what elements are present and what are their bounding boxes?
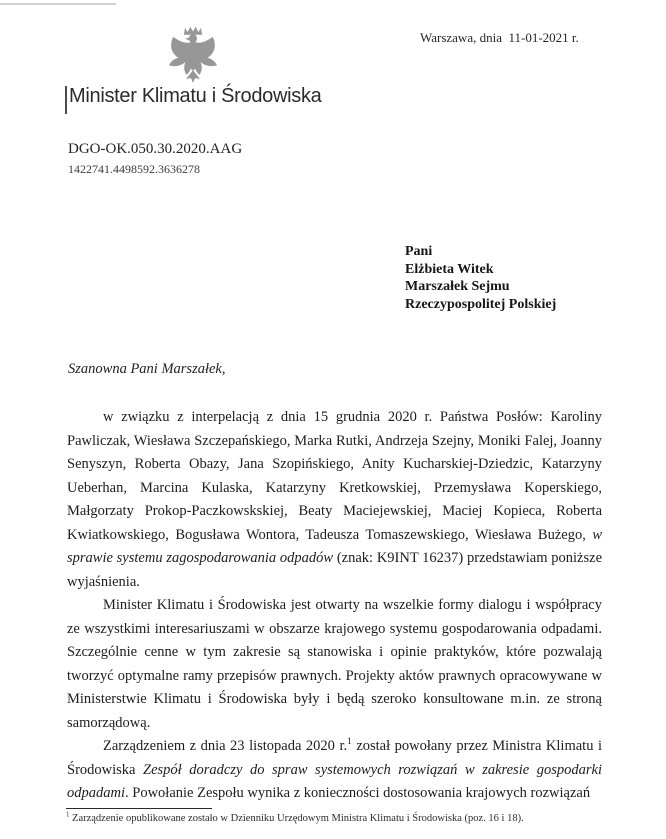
paragraph-3-team-name-italic: Zespół doradczy do spraw systemowych rozwiązań w zakresie gospodarki odpadami bbox=[67, 761, 602, 801]
letter-body bbox=[67, 406, 602, 806]
paragraph-3-run-1: Zarządzeniem z dnia 23 listopada 2020 r. bbox=[103, 738, 348, 754]
sender-title: Minister Klimatu i Środowiska bbox=[69, 85, 322, 107]
footnote-marker: 1 bbox=[66, 811, 70, 819]
place-date: Warszawa, dnia 11-01-2021 r. bbox=[420, 30, 579, 45]
salutation: Szanowna Pani Marszałek, bbox=[68, 361, 226, 377]
paragraph-3-run-3: . Powołanie Zespołu wynika z konieczności dostosowania krajowych rozwiązań bbox=[125, 785, 591, 801]
paragraph-1-run-2: (znak: K9INT 16237) przedstawiam poniższe wyjaśnienia. bbox=[67, 550, 602, 590]
paragraph-1-subject-italic: w sprawie systemu zagospodarowania odpadów bbox=[67, 526, 602, 566]
addressee-block bbox=[405, 243, 556, 313]
footnote bbox=[66, 813, 611, 824]
footnote-reference: 1 bbox=[347, 737, 352, 748]
scan-artifact-line bbox=[0, 3, 116, 5]
document-id: 1422741.4498592.3636278 bbox=[68, 162, 200, 176]
paragraph-1-run-1: w związku z interpelacją z dnia 15 grudnia 2020 r. Państwa Posłów: Karoliny Pawliczak, Wiesława Szczepańskiego, Marka Rutki, Andrzeja Szejny, Moniki Falej, Joanny Senyszyn, Roberta Obazy, Jana Szopińskiego, Anity Kucharskiej-Dziedzic, Katarzyny Ueberhan, Marcina Kulaska, Katarzyny Kretkowskiej, Przemysława Koperskiego, Małgorzaty Prokop-Paczkowskskiej, Beaty Maciejewskiej, Maciej Kopieca, Roberta Kwiatkowskiego, Bogusława Wontora, Tadeusza Tomaszewskiego, Wiesława Bużego, bbox=[67, 409, 602, 543]
paragraph-1 bbox=[67, 406, 602, 594]
text-cursor-artifact bbox=[65, 86, 67, 114]
polish-eagle-coat-of-arms-icon bbox=[166, 23, 220, 85]
addressee-line-name: Elżbieta Witek bbox=[405, 261, 494, 277]
paragraph-2: Minister Klimatu i Środowiska jest otwarty na wszelkie formy dialogu i współpracy ze wszystkimi interesariuszami w obszarze krajowego systemu gospodarowania odpadami. Szczególnie cenne w tym zakresie są stanowiska i opinie praktyków, które pozwalają tworzyć optymalne ramy przepisów prawnych. Projekty aktów prawnych opracowywane w Ministerstwie Klimatu i Środowiska były i będą szeroko konsultowane m.in. ze stroną samorządową. bbox=[67, 597, 602, 731]
footnote-text: Zarządzenie opublikowane zostało w Dzienniku Urzędowym Ministra Klimatu i Środowiska (poz. 16 i 18). bbox=[69, 813, 524, 824]
paragraph-3 bbox=[67, 735, 602, 806]
addressee-line-salutation: Pani bbox=[405, 244, 433, 259]
reference-number: DGO-OK.050.30.2020.AAG bbox=[68, 141, 243, 157]
paragraph-3-run-2: został powołany przez Ministra Klimatu i Środowiska bbox=[67, 738, 602, 778]
addressee-line-institution: Rzeczypospolitej Polskiej bbox=[405, 296, 557, 312]
footnote-separator bbox=[66, 808, 212, 809]
addressee-line-title: Marszałek Sejmu bbox=[405, 279, 510, 294]
